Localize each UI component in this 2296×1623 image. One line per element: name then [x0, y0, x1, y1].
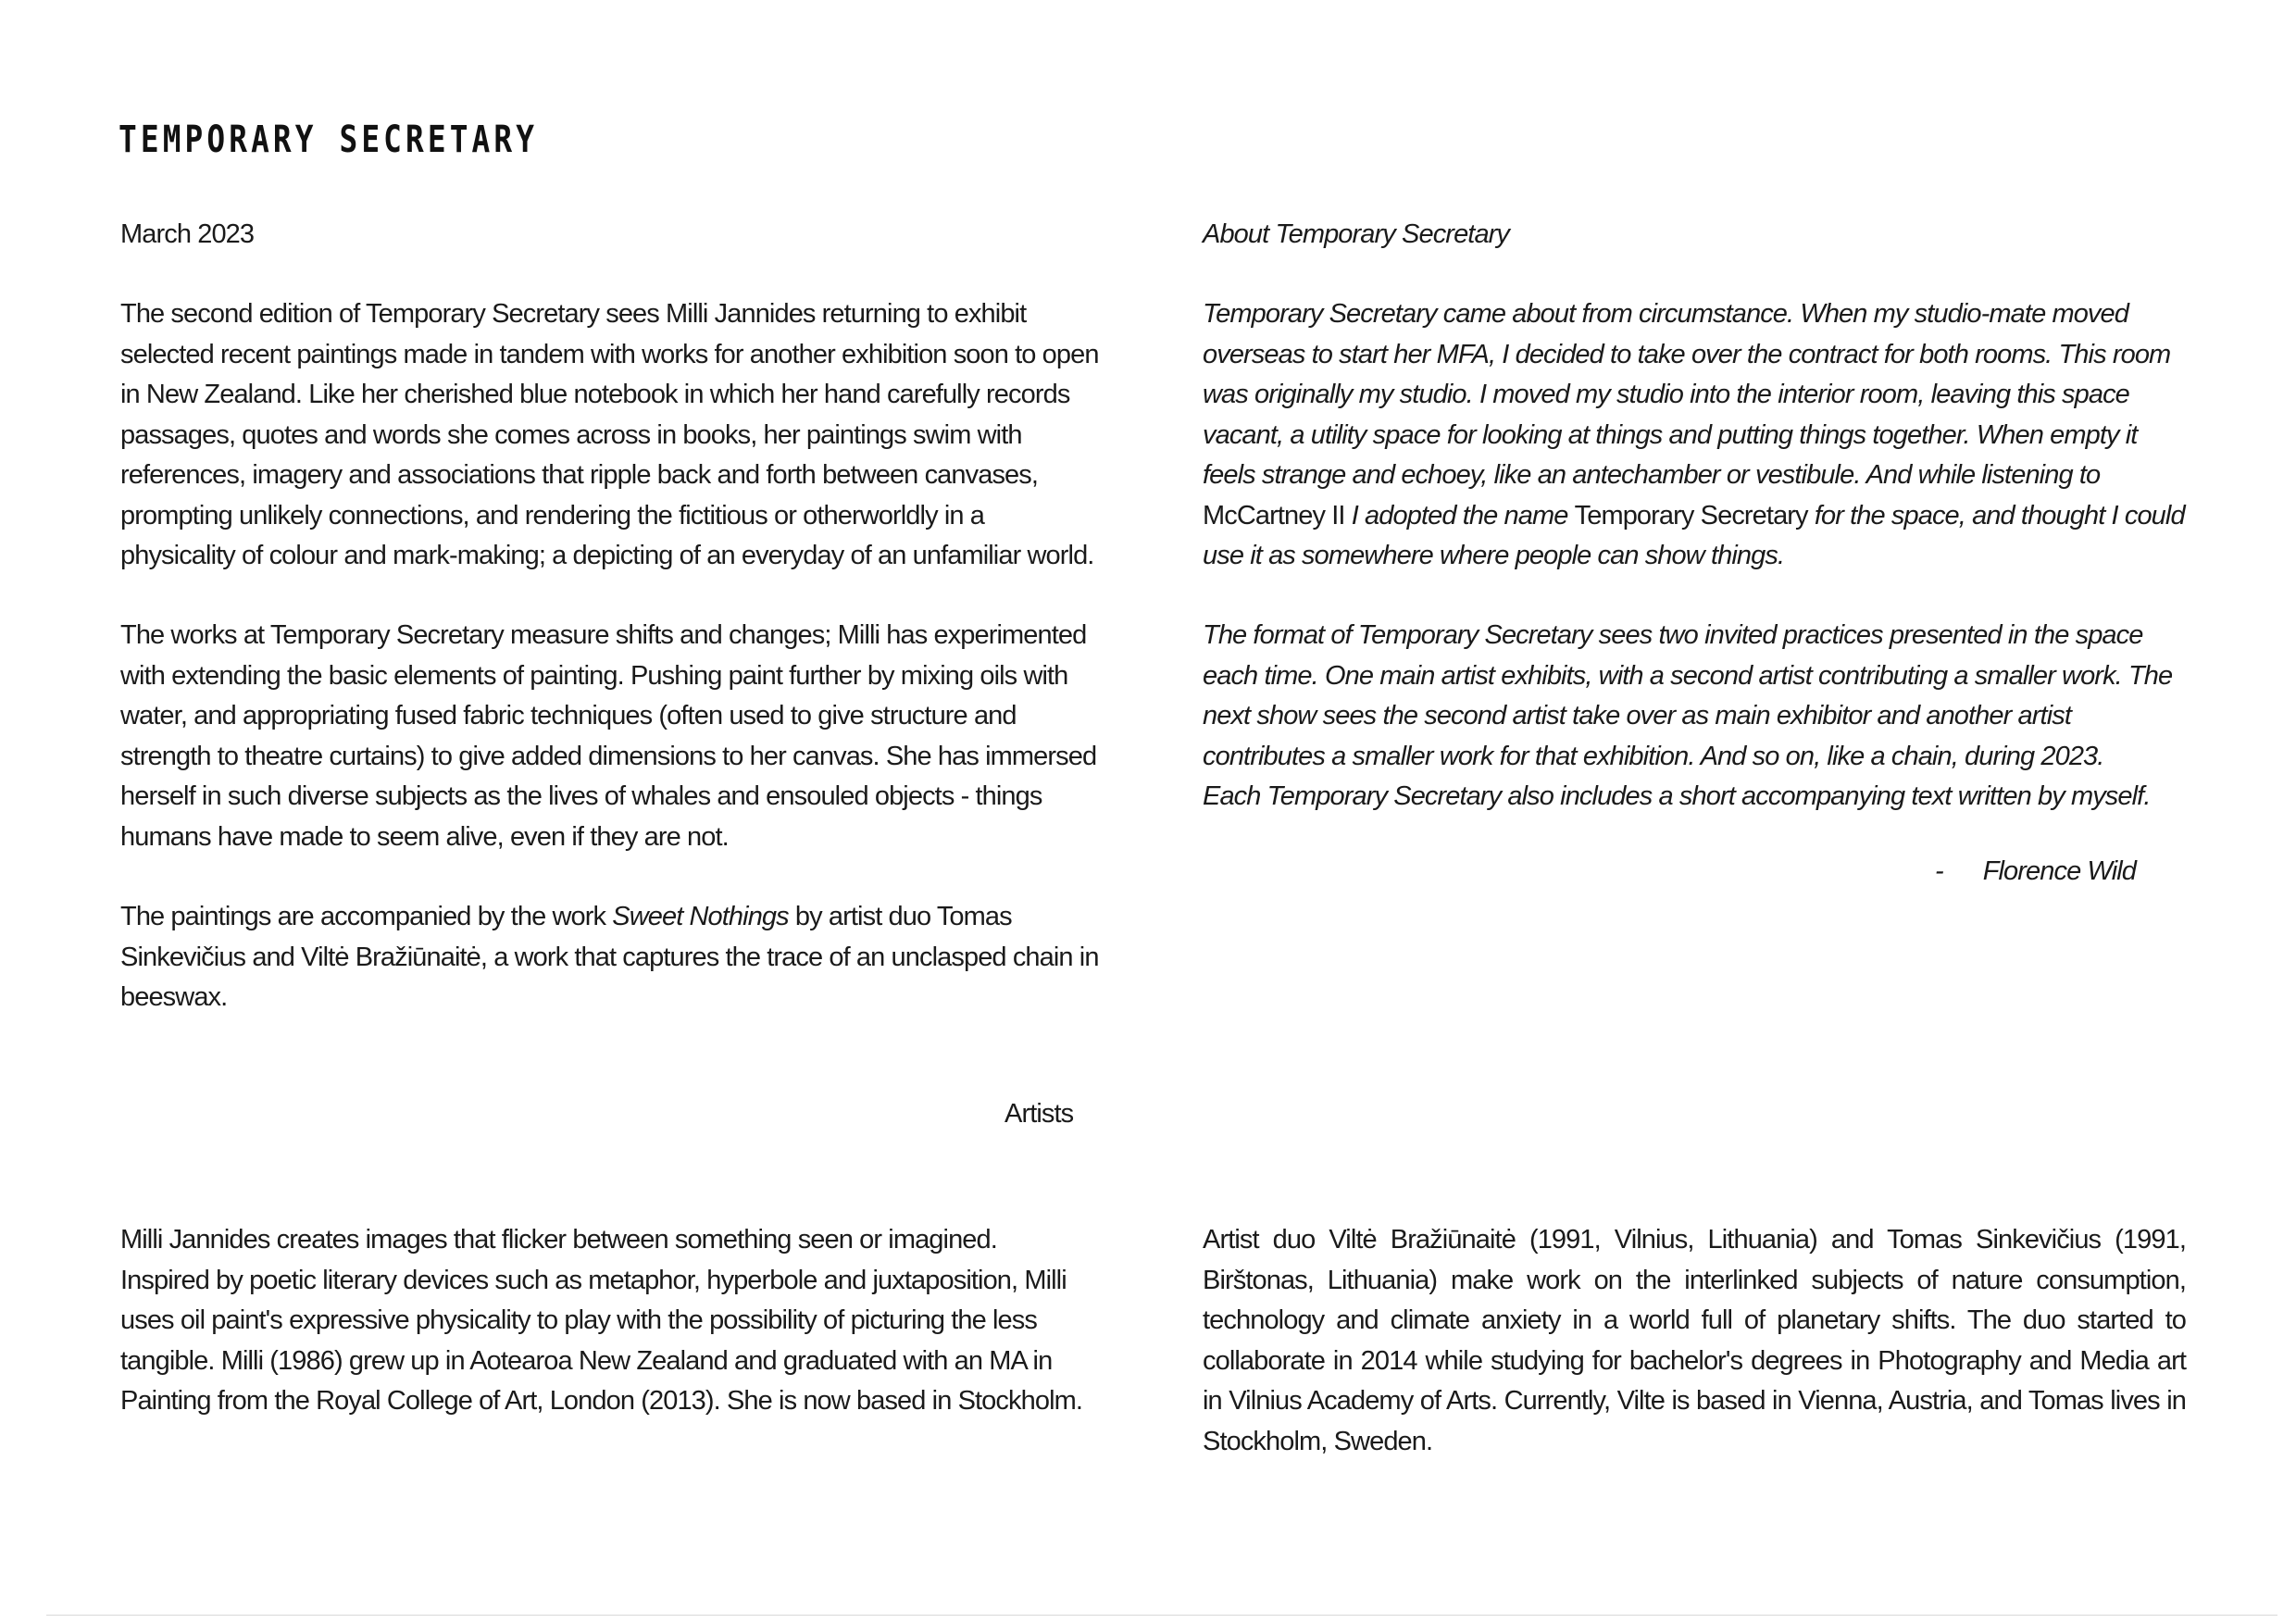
text-line: each time. One main artist exhibits, with a second artist contributing a smaller work. The	[1203, 660, 2173, 691]
text-line: selected recent paintings made in tandem with works for another exhibition soon to open	[120, 339, 1099, 369]
text-line: Sinkevičius and Viltė Bražiūnaitė, a work that captures the trace of an unclasped chain in	[120, 942, 1099, 972]
text-line: The second edition of Temporary Secretary sees Milli Jannides returning to exhibit	[120, 299, 1027, 329]
artists-heading: Artists	[1004, 1099, 1074, 1129]
duo-bio: Artist duo Viltė Bražiūnaitė (1991, Vilnius, Lithuania) and Tomas Sinkevičius (1991, Birštonas, Lithuania) make work on the interlinked subjects of nature consumption, technology and climate anxiety in a world full of planetary shifts. The duo started to collaborate in 2014 while studying for bachelor's degrees in Photography and Media art in Vilnius Academy of Arts. Currently, Vilte is based in Vienna, Austria, and Tomas lives in Stockholm, Sweden.	[1203, 1225, 2186, 1456]
about-paragraph-1	[1203, 294, 2202, 577]
text-line: beeswax.	[120, 982, 228, 1012]
text-line	[120, 897, 1139, 938]
text-line: overseas to start her MFA, I decided to take over the contract for both rooms. This room	[1203, 339, 2171, 369]
work-title: Sweet Nothings	[612, 902, 789, 931]
intro-paragraph	[120, 294, 1139, 577]
date: March 2023	[120, 219, 255, 249]
text-line: Each Temporary Secretary also includes a short accompanying text written by myself.	[1203, 781, 2151, 811]
text-line: humans have made to seem alive, even if they are not.	[120, 821, 729, 852]
text-line: passages, quotes and words she comes across in books, her paintings swim with	[120, 419, 1022, 450]
text-line: use it as somewhere where people can show things.	[1203, 541, 1785, 570]
text-line: with extending the basic elements of painting. Pushing paint further by mixing oils with	[120, 660, 1068, 691]
album-title: McCartney II	[1203, 500, 1345, 531]
works-paragraph	[120, 616, 1139, 857]
text-line: tangible. Milli (1986) grew up in Aotearoa New Zealand and graduated with an MA in	[120, 1345, 1053, 1376]
text-line: Inspired by poetic literary devices such as metaphor, hyperbole and juxtaposition, Milli	[120, 1265, 1067, 1295]
text-line: The works at Temporary Secretary measure shifts and changes; Milli has experimented	[120, 620, 1087, 650]
signature: - Florence Wild	[1935, 856, 2137, 886]
text-span: by artist duo Tomas	[788, 902, 1012, 931]
text-line: vacant, a utility space for looking at things and putting things together. When empty it	[1203, 419, 2138, 450]
text-line: Temporary Secretary came about from circumstance. When my studio-mate moved	[1203, 299, 2128, 329]
text-span: for the space, and thought I could	[1807, 500, 2185, 531]
milli-bio	[120, 1220, 1139, 1422]
text-line: Painting from the Royal College of Art, London (2013). She is now based in Stockholm.	[120, 1386, 1083, 1416]
about-heading: About Temporary Secretary	[1203, 219, 1510, 249]
space-name: Temporary Secretary	[1574, 500, 1808, 531]
paintings-paragraph	[120, 897, 1139, 1018]
text-line: references, imagery and associations that ripple back and forth between canvases,	[120, 460, 1039, 490]
text-line: water, and appropriating fused fabric techniques (often used to give structure and	[120, 701, 1017, 730]
text-line: strength to theatre curtains) to give added dimensions to her canvas. She has immersed	[120, 741, 1097, 771]
text-span: I adopted the name	[1344, 500, 1575, 531]
text-line: in New Zealand. Like her cherished blue notebook in which her hand carefully records	[120, 380, 1070, 409]
text-line: herself in such diverse subjects as the lives of whales and ensouled objects - things	[120, 781, 1042, 811]
text-line: prompting unlikely connections, and rendering the fictitious or otherworldly in a	[120, 500, 984, 531]
about-paragraph-2	[1203, 616, 2202, 818]
page-title: TEMPORARY SECRETARY	[119, 119, 539, 161]
text-line: uses oil paint's expressive physicality to play with the possibility of picturing the less	[120, 1305, 1037, 1335]
text-line: contributes a smaller work for that exhibition. And so on, like a chain, during 2023.	[1203, 741, 2104, 771]
text-line: Milli Jannides creates images that flicker between something seen or imagined.	[120, 1225, 997, 1255]
text-line: next show sees the second artist take over as main exhibitor and another artist	[1203, 701, 2071, 730]
text-line: was originally my studio. I moved my studio into the interior room, leaving this space	[1203, 380, 2129, 409]
page-edge	[46, 1615, 2277, 1616]
text-line: physicality of colour and mark-making; a depicting of an everyday of an unfamiliar world.	[120, 541, 1094, 570]
text-span: The paintings are accompanied by the work	[120, 902, 613, 931]
text-line: feels strange and echoey, like an antechamber or vestibule. And while listening to	[1203, 460, 2101, 490]
text-line	[1203, 496, 2202, 537]
text-line: The format of Temporary Secretary sees two invited practices presented in the space	[1203, 620, 2143, 650]
